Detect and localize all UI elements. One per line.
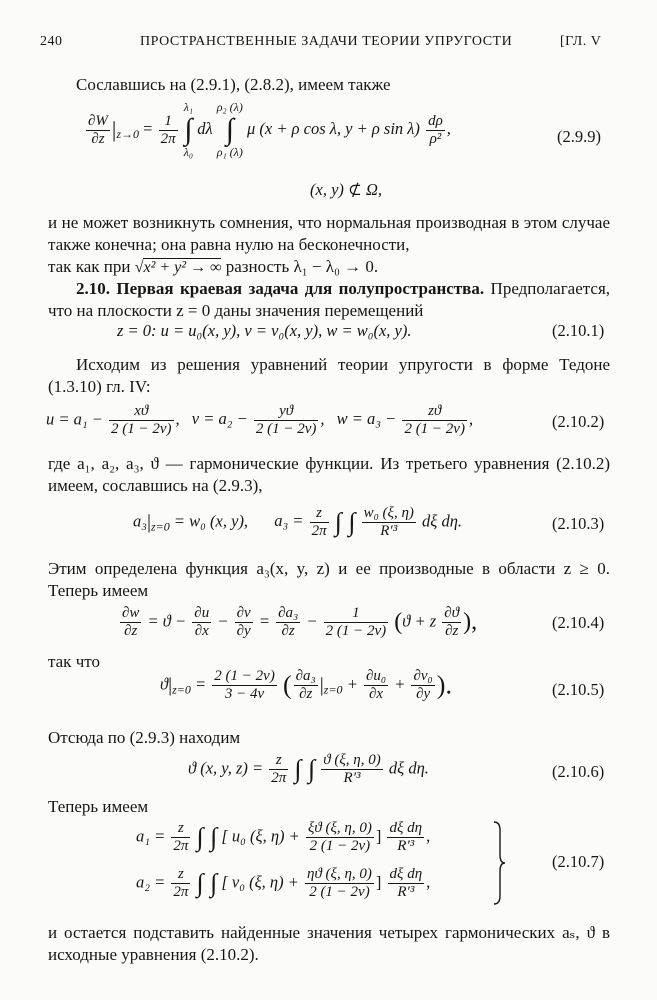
paragraph-4: Исходим из решения уравнений теории упругости в форме Тедоне (1.3.10) гл. IV: <box>48 355 610 396</box>
paragraph-2-end: так как при √x² + y² → ∞ разность λ₁ − λ₀ → 0. <box>48 257 379 276</box>
paragraph-9: Теперь имеем <box>48 797 149 816</box>
paragraph-7: так что <box>48 652 100 671</box>
page-number: 240 <box>40 34 63 49</box>
equation-2-10-5: $ϑ|_{z=0}$ = $\frac{2 (1 - 2\nu)}{3 - 4\nu}$ ( $\frac{\text{∂a₃}}{\partial z}$ $|_{z=0}$ + $\frac{\text{∂u₀}}{\partial x}$ + $\frac{\text{∂v₀}}{\partial y}$ ). <box>160 668 452 702</box>
chapter-label: [ГЛ. V <box>560 34 602 49</box>
eq-number-2-10-2: (2.10.2) <box>552 412 605 431</box>
equation-2-9-9: $\frac{\partial W}{\partial z}$ $|_{z\to 0}$ = $\frac{1}{2\pi}$ λ₁ ∫ λ₀ dλ ρ₂ (λ) ∫ ρ₁ (λ) μ (x + ρ cos λ, y + ρ sin λ) $\frac{d\rho}{\text{ρ²}}$ , <box>88 100 451 159</box>
sqrt-expression: √x² + y² → ∞ <box>134 259 222 276</box>
integral-rho: ρ₂ (λ) ∫ ρ₁ (λ) <box>216 100 243 159</box>
eq-number-2-9-9: (2.9.9) <box>557 127 601 146</box>
drho-fraction: $\frac{d\rho}{\text{ρ²}}$ <box>428 112 443 147</box>
eq-number-2-10-4: (2.10.4) <box>552 613 605 632</box>
paragraph-5: где a₁, a₂, a₃, ϑ — гармонические функции. Из третьего уравнения (2.10.2) имеем, сославшись на (2.9.3), <box>48 454 610 495</box>
eq-number-2-10-3: (2.10.3) <box>552 514 605 533</box>
right-brace <box>492 820 506 906</box>
coef-fraction: $\frac{1}{2\pi}$ <box>160 112 176 147</box>
dW-dz-fraction: $\frac{\partial W}{\partial z}$ <box>88 112 108 147</box>
equation-2-10-4: $\frac{\partial w}{\partial z}$ = ϑ − $\frac{\partial u}{\partial x}$ − $\frac{\partial v}{\partial y}$ = $\frac{\text{∂a₃}}{\partial z}$ − $\frac{1}{2 (1 - 2\nu)}$ (ϑ + z $\frac{\partial ϑ}{\partial z}$ ), <box>122 605 478 639</box>
equation-2-10-1: z = 0: u = u₀(x, y), v = v₀(x, y), w = w₀(x, y). <box>117 321 412 340</box>
brace-icon <box>492 820 506 906</box>
paragraph-2: и не может возникнуть сомнения, что нормальная производная в этом случае также конечна; она равна нулю на бесконечности, <box>48 213 610 254</box>
equation-2-10-3: $a_3|_{z=0} = w_0$ (x, y), a₃ = $\frac{z}{2\pi}$ ∫ ∫ $\frac{\text{w₀ (ξ, η)}}{\text{R′³}}$ dξ dη. <box>133 505 463 539</box>
equation-2-10-7-line-2: a₂ = $\frac{z}{2\pi}$ ∫ ∫ [ v₀ (ξ, η) + $\frac{\eta ϑ (\xi, \eta, 0)}{2 (1 - 2\nu)}$ ] $\frac{\text{dξ dη}}{\text{R′³}}$ , <box>136 866 431 900</box>
paragraph-1: Сославшись на (2.9.1), (2.8.2), имеем также <box>76 75 391 94</box>
eq-number-2-10-1: (2.10.1) <box>552 321 605 340</box>
eq-number-2-10-5: (2.10.5) <box>552 680 605 699</box>
equation-2-10-2: u = a₁ − $\frac{xϑ}{2 (1 - 2\nu)}$ , v = a₂ − $\frac{yϑ}{2 (1 - 2\nu)}$ , w = a₃ − $\frac{zϑ}{2 (1 - 2\nu)}$ , <box>46 403 474 437</box>
paragraph-10: и остается подставить найденные значения четырех гармонических aₛ, ϑ в исходные уравнения (2.10.2). <box>48 923 610 964</box>
section-2-10: 2.10. Первая краевая задача для полупространства. Предполагается, что на плоскости z = 0 даны значения перемещений <box>48 279 611 320</box>
section-heading: 2.10. Первая краевая задача для полупространства. <box>76 279 485 298</box>
eq-number-2-10-7: (2.10.7) <box>552 852 605 871</box>
equation-2-10-6: ϑ (x, y, z) = $\frac{z}{2\pi}$ ∫ ∫ $\frac{ϑ (\xi, \eta, 0)}{\text{R′³}}$ dξ dη. <box>188 752 429 786</box>
equation-2-10-7-line-1: a₁ = $\frac{z}{2\pi}$ ∫ ∫ [ u₀ (ξ, η) + $\frac{\xi ϑ (\xi, \eta, 0)}{2 (1 - 2\nu)}$ ] $\frac{\text{dξ dη}}{\text{R′³}}$ , <box>136 820 431 854</box>
integral-lambda: λ₁ ∫ λ₀ <box>183 100 194 159</box>
eq-number-2-10-6: (2.10.6) <box>552 762 605 781</box>
running-title: ПРОСТРАНСТВЕННЫЕ ЗАДАЧИ ТЕОРИИ УПРУГОСТИ <box>140 34 513 49</box>
paragraph-6: Этим определена функция a₃(x, y, z) и ее производные в области z ≥ 0. Теперь имеем <box>48 559 610 600</box>
paragraph-8: Отсюда по (2.9.3) находим <box>48 728 241 747</box>
condition-line: (x, y) ⊄ Ω, <box>310 180 383 199</box>
